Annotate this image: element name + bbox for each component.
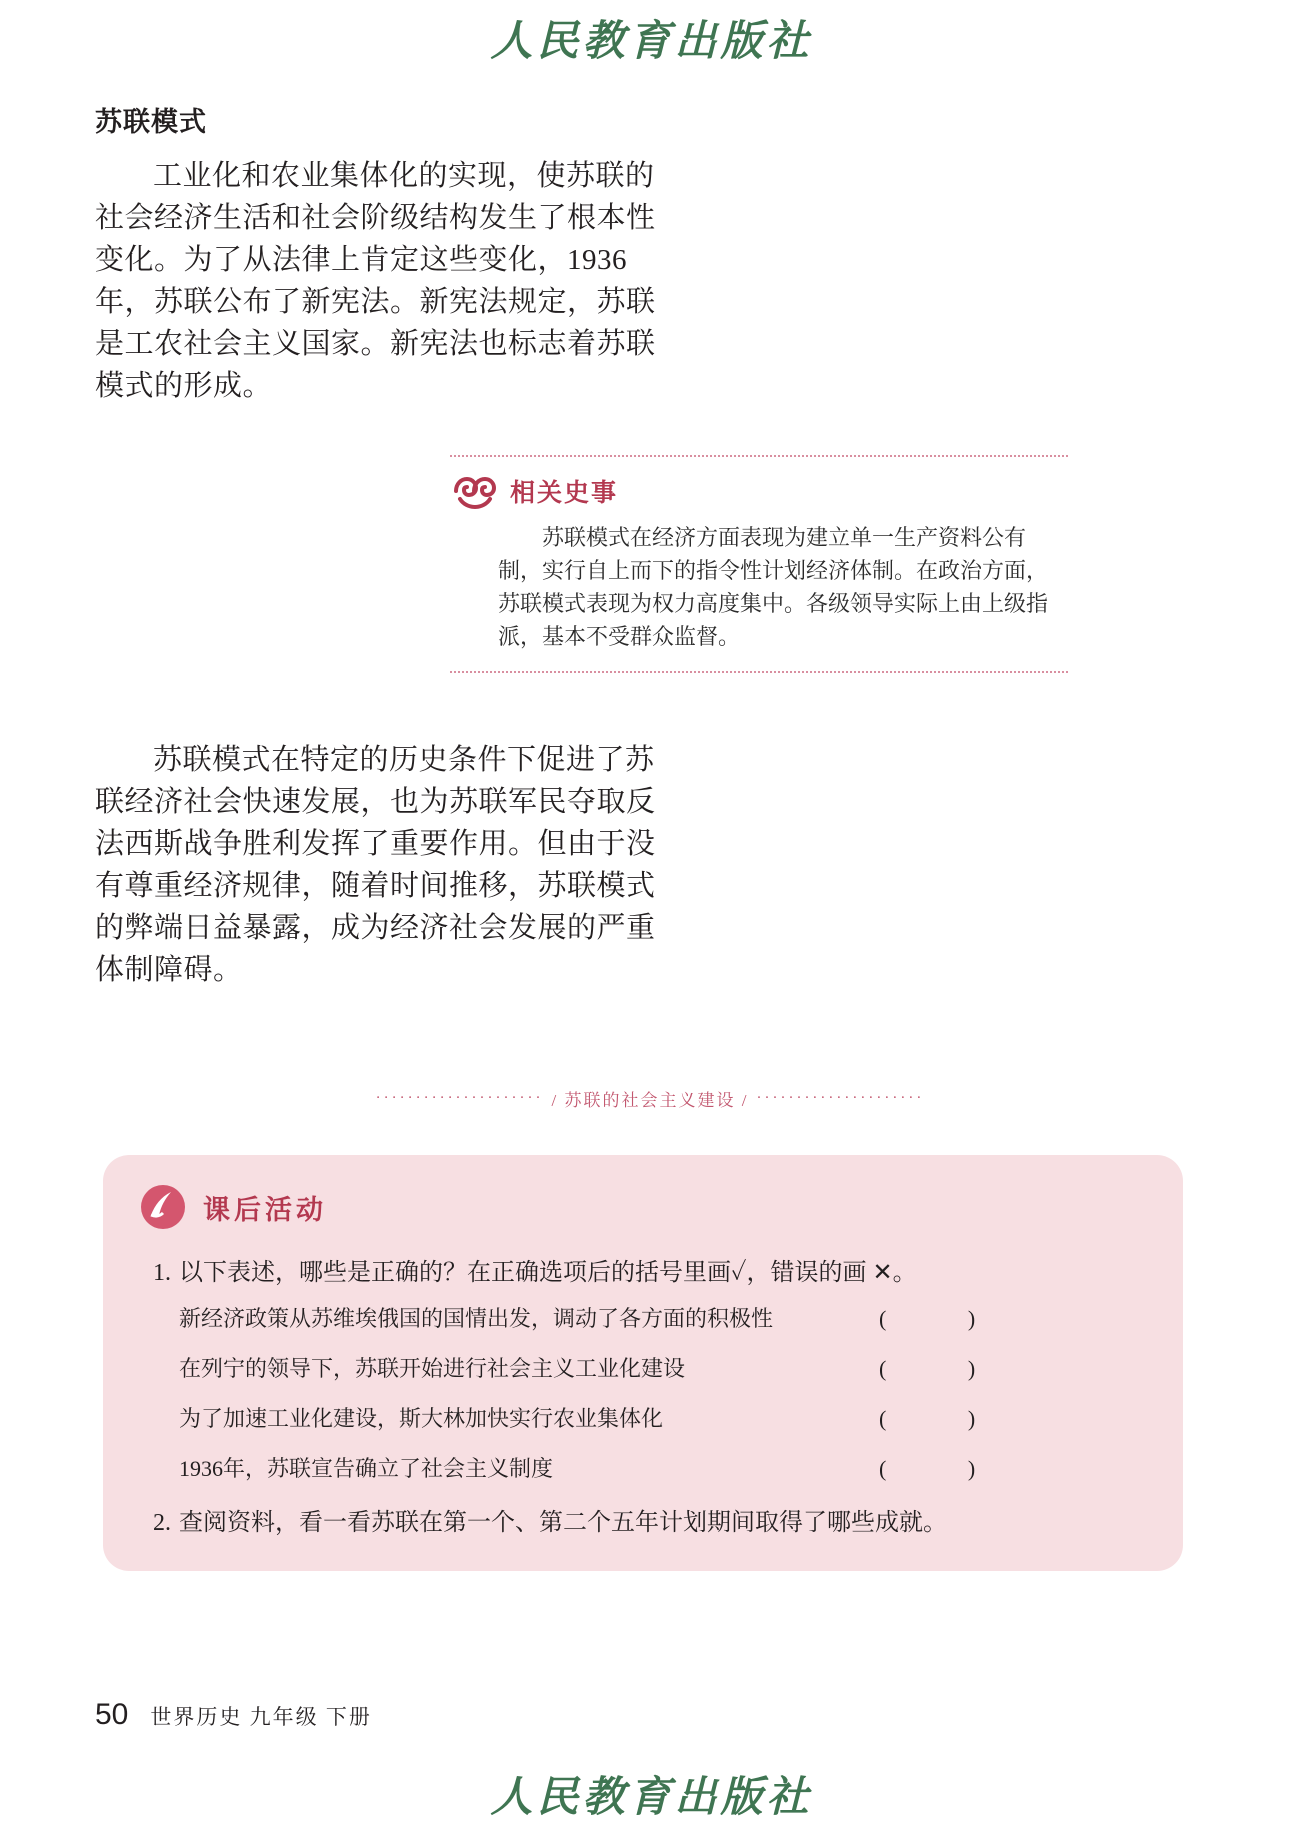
- question-1-text: [179, 1255, 1149, 1291]
- answer-blank[interactable]: ( ): [879, 1356, 1014, 1381]
- cross-mark-glyph: ✕: [872, 1260, 893, 1286]
- question-1-number: 1.: [153, 1260, 171, 1286]
- question-1-text-before: 以下表述，哪些是正确的？在正确选项后的括号里画: [179, 1260, 731, 1286]
- answer-blank[interactable]: ( ): [879, 1456, 1014, 1481]
- related-history-box: [450, 455, 1068, 673]
- ornament-label: / 苏联的社会主义建设 /: [551, 1091, 749, 1110]
- section-title: 苏联模式: [95, 107, 207, 137]
- question-2-text: 查阅资料，看一看苏联在第一个、第二个五年计划期间取得了哪些成就。: [179, 1510, 947, 1536]
- answer-blank[interactable]: ( ): [879, 1406, 1014, 1431]
- option-text: 新经济政策从苏维埃俄国的国情出发，调动了各方面的积极性: [179, 1306, 774, 1331]
- publisher-mark-bottom: 人民教育出版社: [490, 1775, 813, 1821]
- check-mark-glyph: ✓: [731, 1260, 747, 1286]
- spacer: [95, 673, 1205, 739]
- running-ornament: [95, 1086, 1205, 1111]
- question-1-text-after: 。: [892, 1260, 917, 1286]
- question-1-options: [179, 1303, 1149, 1485]
- related-history-title: 相关史事: [510, 479, 619, 507]
- book-label: 世界历史 九年级 下册: [150, 1705, 372, 1729]
- paragraph-1: 工业化和农业集体化的实现，使苏联的社会经济生活和社会阶级结构发生了根本性变化。为了从法律上肯定这些变化，1936年，苏联公布了新宪法。新宪法规定，苏联是工农社会主义国家。新宪法也标志着苏联模式的形成。: [95, 160, 656, 402]
- list-item: [179, 1453, 1149, 1485]
- paragraph-2: 苏联模式在特定的历史条件下促进了苏联经济社会快速发展，也为苏联军民夺取反法西斯战争胜利发挥了重要作用。但由于没有尊重经济规律，随着时间推移，苏联模式的弊端日益暴露，成为经济社会发展的严重体制障碍。: [95, 744, 656, 986]
- ornament-dots-right: ·····················: [756, 1090, 925, 1106]
- related-history-text: 苏联模式在经济方面表现为建立单一生产资料公有制，实行自上而下的指令性计划经济体制。在政治方面，苏联模式表现为权力高度集中。各级领导实际上由上级指派，基本不受群众监督。: [498, 525, 1049, 649]
- related-history-header: [450, 471, 1068, 511]
- list-item: [179, 1403, 1149, 1435]
- after-class-activity-box: [103, 1155, 1183, 1571]
- pen-activity-icon: [137, 1181, 189, 1233]
- question-1: [137, 1255, 1149, 1291]
- history-record-icon: [450, 471, 498, 511]
- page-content: [95, 100, 1205, 1571]
- question-2-number: 2.: [153, 1510, 171, 1536]
- activity-header: [137, 1181, 1149, 1233]
- publisher-mark-top: 人民教育出版社: [490, 19, 813, 65]
- option-text: 在列宁的领导下，苏联开始进行社会主义工业化建设: [179, 1356, 686, 1381]
- answer-blank[interactable]: ( ): [879, 1306, 1014, 1331]
- ornament-dots-left: ·····················: [375, 1090, 544, 1106]
- question-2: [137, 1505, 1149, 1541]
- activity-title: 课后活动: [203, 1194, 327, 1225]
- option-text: 为了加速工业化建设，斯大林加快实行农业集体化: [179, 1406, 664, 1431]
- list-item: [179, 1303, 1149, 1335]
- question-1-text-middle: ，错误的画: [746, 1260, 867, 1286]
- page-footer: [95, 1698, 372, 1732]
- option-text: 1936年，苏联宣告确立了社会主义制度: [179, 1456, 554, 1481]
- page-number: 50: [95, 1698, 129, 1731]
- list-item: [179, 1353, 1149, 1385]
